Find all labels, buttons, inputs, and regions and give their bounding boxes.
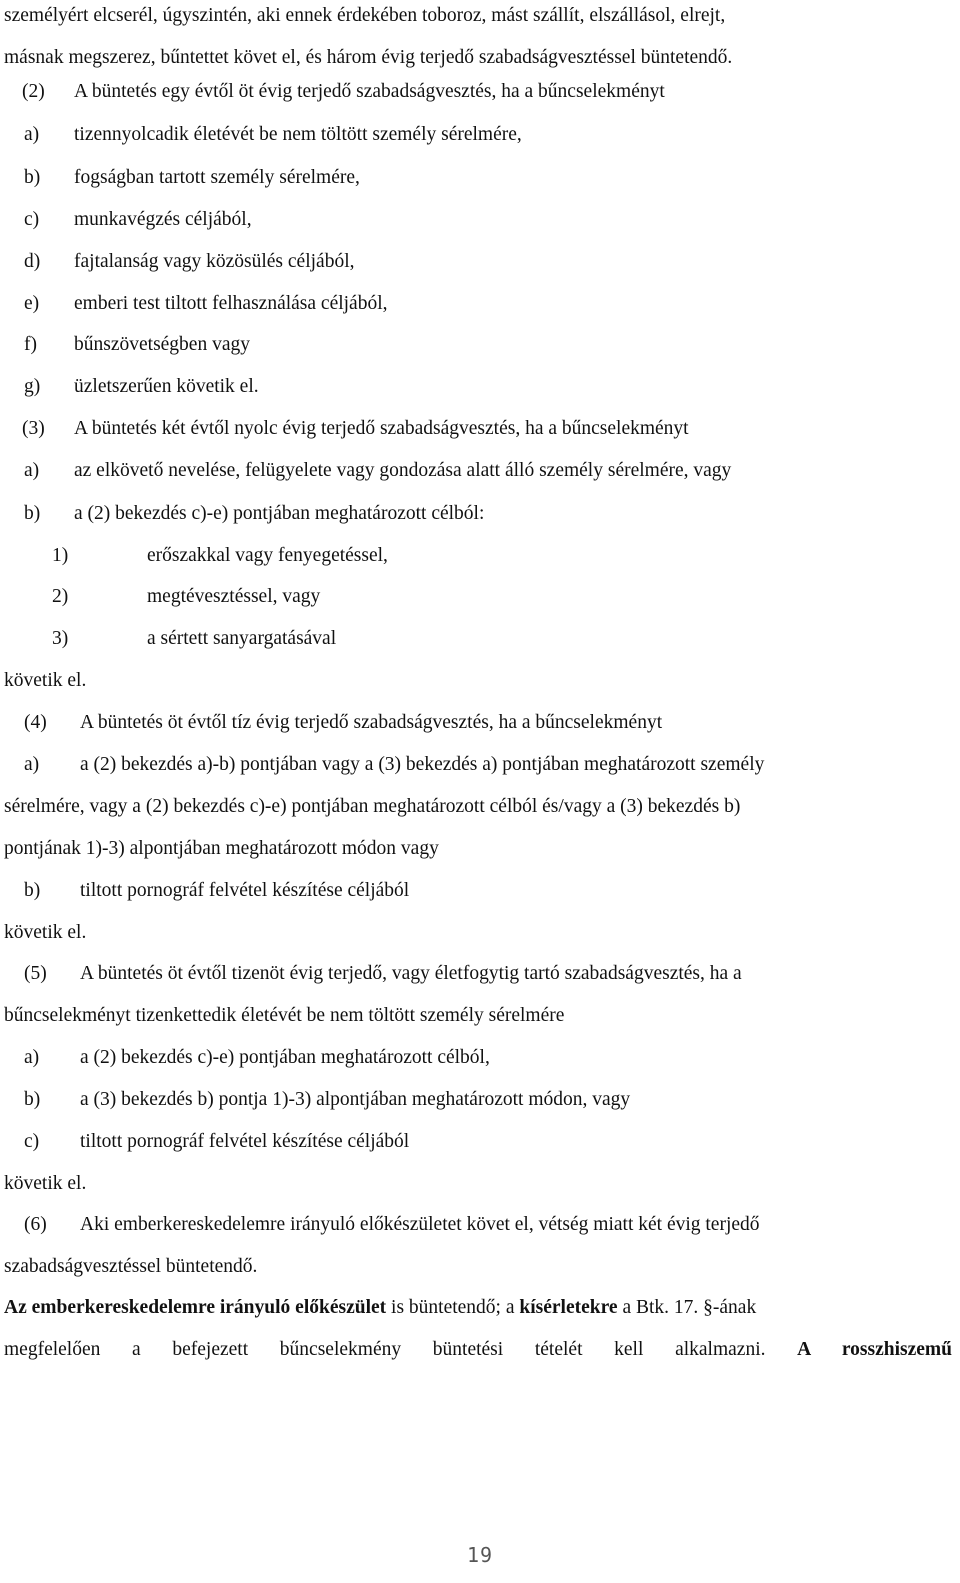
list-text: a (3) bekezdés b) pontja 1)-3) alpontjában meghatározott módon, vagy [80,1089,631,1110]
commentary-line [4,1296,952,1320]
list-text: erőszakkal vagy fenyegetéssel, [147,545,388,566]
list-text: a (2) bekezdés a)-b) pontjában vagy a (3) bekezdés a) pontjában meghatározott személy [80,754,765,775]
list-label: d) [24,251,41,272]
text-span: megfelelően a befejezett bűncselekmény büntetési tételét kell alkalmazni. [4,1339,798,1360]
text-line: követik el. [4,1173,87,1194]
page-number: 19 [466,1543,494,1567]
text-line: sérelmére, vagy a (2) bekezdés c)-e) pontjában meghatározott célból és/vagy a (3) bekezdés b) [4,796,741,817]
paragraph-number: (2) [22,81,45,102]
list-label: b) [24,167,41,188]
text-line: bűncselekményt tizenkettedik életévét be nem töltött személy sérelmére [4,1005,565,1026]
bold-term: Az emberkereskedelemre irányuló előkészület [4,1297,387,1318]
list-text: a (2) bekezdés c)-e) pontjában meghatározott célból, [80,1047,490,1068]
list-text: tiltott pornográf felvétel készítése céljából [80,1131,410,1152]
list-label: b) [24,503,41,524]
text-span: a Btk. 17. §-ának [617,1297,757,1318]
list-text: fajtalanság vagy közösülés céljából, [74,251,355,272]
list-text: a (2) bekezdés c)-e) pontjában meghatározott célból: [74,503,485,524]
list-label: b) [24,880,41,901]
list-label: b) [24,1089,41,1110]
text-line: másnak megszerez, bűntettet követ el, és három évig terjedő szabadságvesztéssel büntetendő. [4,47,733,68]
text-line: szabadságvesztéssel büntetendő. [4,1256,258,1277]
paragraph-number: (4) [24,712,47,733]
paragraph-text: A büntetés öt évtől tíz évig terjedő szabadságvesztés, ha a bűncselekményt [80,712,663,733]
commentary-line [4,1338,952,1362]
paragraph-text: A büntetés öt évtől tizenöt évig terjedő, vagy életfogytig tartó szabadságvesztés, ha a [80,963,742,984]
paragraph-text: Aki emberkereskedelemre irányuló előkészületet követ el, vétség miatt két évig terjedő [80,1214,760,1235]
list-text: tiltott pornográf felvétel készítése céljából [80,880,410,901]
text-line: pontjának 1)-3) alpontjában meghatározott módon vagy [4,838,439,859]
paragraph-number: (5) [24,963,47,984]
list-label: c) [24,1131,40,1152]
list-label: a) [24,124,40,145]
list-label: a) [24,754,40,775]
list-label: f) [24,334,37,355]
paragraph-number: (3) [22,418,45,439]
text-span: is büntetendő; a [386,1297,520,1318]
list-text: tizennyolcadik életévét be nem töltött személy sérelmére, [74,124,522,145]
paragraph-number: (6) [24,1214,47,1235]
list-label: a) [24,1047,40,1068]
list-text: munkavégzés céljából, [74,209,252,230]
list-text: emberi test tiltott felhasználása céljából, [74,293,388,314]
list-text: megtévesztéssel, vagy [147,586,321,607]
text-line: követik el. [4,922,87,943]
text-line: követik el. [4,670,87,691]
list-label: g) [24,376,41,397]
list-label: 2) [52,586,69,607]
list-label: 1) [52,545,69,566]
paragraph-text: A büntetés egy évtől öt évig terjedő szabadságvesztés, ha a bűncselekményt [74,81,665,102]
paragraph-text: A büntetés két évtől nyolc évig terjedő szabadságvesztés, ha a bűncselekményt [74,418,689,439]
list-label: c) [24,209,40,230]
bold-term: A rosszhiszemű [797,1339,952,1360]
list-label: 3) [52,628,69,649]
bold-term: kísérletekre [519,1297,618,1318]
list-text: az elkövető nevelése, felügyelete vagy gondozása alatt álló személy sérelmére, vagy [74,460,732,481]
text-line: személyért elcserél, úgyszintén, aki ennek érdekében toboroz, mást szállít, elszállásol, elrejt, [4,5,726,26]
list-text: bűnszövetségben vagy [74,334,250,355]
list-text: fogságban tartott személy sérelmére, [74,167,360,188]
list-text: a sértett sanyargatásával [147,628,337,649]
list-text: üzletszerűen követik el. [74,376,259,397]
list-label: e) [24,293,40,314]
list-label: a) [24,460,40,481]
